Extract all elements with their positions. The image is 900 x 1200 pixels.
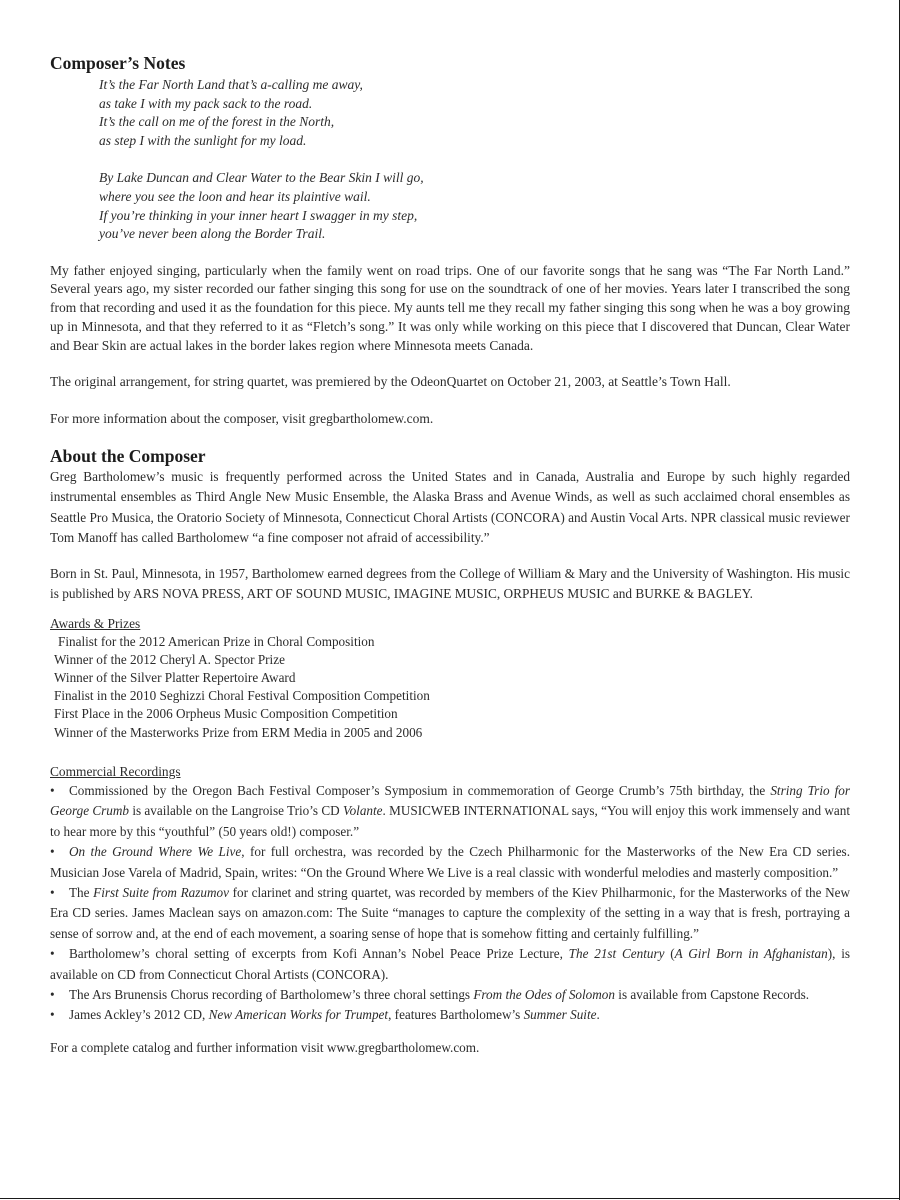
recording-item: • Commissioned by the Oregon Bach Festival Composer’s Symposium in commemoration of George Crumb’s 75th birthday, the String Trio for George Crumb is available on the Langroise Trio’s CD Volante. MUSICWEB INTERNATIONAL says, “You will enjoy this work immensely and want to hear more by this “youthful” (50 years old!) composer.”	[50, 782, 851, 839]
about-paragraph-performances: Greg Bartholomew’s music is frequently performed across the United States and in Canada, Australia and Europe by such highly regarded instrumental ensembles as Third Angle New Music Ensemble, the Alaska Brass and Avenue Winds, as well as such acclaimed choral ensembles as Seattle Pro Musica, the Oratorio Society of Minnesota, Connecticut Choral Artists (CONCORA) and Austin Vocal Arts. NPR classical music reviewer Tom Manoff has called Bartholomew “a fine composer not afraid of accessibility.”	[50, 468, 850, 546]
document-page	[50, 52, 850, 1057]
recording-item: • On the Ground Where We Live, for full orchestra, was recorded by the Czech Philharmonic for the Masterworks of the New Era CD series. Musician Jose Varela of Madrid, Spain, writes: “On the Ground Where We Live is a real classic with wonderful melodies and masterly composition.”	[50, 844, 850, 880]
page-edge-bottom	[0, 1198, 900, 1199]
award-item: Winner of the 2012 Cheryl A. Spector Prize	[54, 651, 285, 667]
verse-line: If you’re thinking in your inner heart I swagger in my step,	[99, 207, 418, 223]
bullet-icon: •	[50, 986, 55, 1002]
about-paragraph-biography: Born in St. Paul, Minnesota, in 1957, Bartholomew earned degrees from the College of William & Mary and the University of Washington. His music is published by ARS NOVA PRESS, ART OF SOUND MUSIC, IMAGINE MUSIC, ORPHEUS MUSIC and BURKE & BAGLEY.	[50, 565, 850, 602]
bullet-icon: •	[50, 844, 55, 860]
verse-line: It’s the Far North Land that’s a-calling me away,	[99, 77, 363, 92]
recording-item: • Bartholomew’s choral setting of excerpts from Kofi Annan’s Nobel Peace Prize Lecture, The 21st Century (A Girl Born in Afghanistan), is available on CD from Connecticut Choral Artists (CONCORA).	[50, 946, 850, 982]
recording-item: • The Ars Brunensis Chorus recording of Bartholomew’s three choral settings From the Odes of Solomon is available from Capstone Records.	[50, 985, 850, 1005]
verse-line: It’s the call on me of the forest in the North,	[99, 114, 335, 130]
award-item: Finalist for the 2012 American Prize in Choral Composition	[58, 633, 375, 649]
recording-item: • The First Suite from Razumov for clarinet and string quartet, was recorded by members of the Kiev Philharmonic, for the Masterworks of the New Era CD series. James Maclean says on amazon.com: The Suite “manages to capture the complexity of the setting in a way that is fresh, portraying a sense of sorrow and, at the end of each movement, a soaring sense of hope that is somehow fitting and certainly fulfilling.”	[50, 884, 850, 941]
about-composer-heading: About the Composer	[50, 445, 206, 466]
verse-block	[99, 76, 850, 244]
recording-item: • James Ackley’s 2012 CD, New American Works for Trumpet, features Bartholomew’s Summer Suite.	[50, 1005, 850, 1025]
award-item: Winner of the Silver Platter Repertoire Award	[54, 670, 296, 686]
bullet-icon: •	[50, 1007, 55, 1023]
notes-paragraph-story: My father enjoyed singing, particularly when the family went on road trips. One of our favorite songs that he sang was “The Far North Land.” Several years ago, my sister recorded our father singing this song for use on the soundtrack of one of her movies. Years later I transcribed the song from that recording and used it as the foundation for this piece. My aunts tell me they recall my father singing this song when he was a boy growing up in Minnesota, and that they referred to it as “Fletch’s song.” It was only while working on this piece that I discovered that Duncan, Clear Water and Bear Skin are actual lakes in the border lakes region where Minnesota meets Canada.	[50, 262, 850, 353]
composers-notes-heading: Composer’s Notes	[50, 53, 186, 73]
bullet-icon: •	[50, 884, 55, 900]
notes-paragraph-premiere: The original arrangement, for string quartet, was premiered by the OdeonQuartet on October 21, 2003, at Seattle’s Town Hall.	[50, 374, 731, 390]
awards-heading: Awards & Prizes	[50, 615, 141, 631]
award-item: Finalist in the 2010 Seghizzi Choral Festival Composition Competition	[54, 688, 430, 704]
verse-line: as step I with the sunlight for my load.	[99, 132, 307, 148]
verse-line: you’ve never been along the Border Trail.	[99, 226, 326, 242]
verse-line: where you see the loon and hear its plaintive wail.	[99, 188, 371, 204]
awards-list	[54, 633, 850, 742]
award-item: Winner of the Masterworks Prize from ERM Media in 2005 and 2006	[54, 724, 423, 740]
bullet-icon: •	[50, 782, 55, 798]
footer-catalog-note: For a complete catalog and further information visit www.gregbartholomew.com.	[50, 1039, 480, 1055]
verse-line: By Lake Duncan and Clear Water to the Bear Skin I will go,	[99, 170, 424, 186]
recordings-heading: Commercial Recordings	[50, 763, 181, 779]
verse-line: as take I with my pack sack to the road.	[99, 95, 313, 111]
bullet-icon: •	[50, 946, 55, 962]
notes-paragraph-more-info: For more information about the composer, visit gregbartholomew.com.	[50, 410, 434, 426]
award-item: First Place in the 2006 Orpheus Music Composition Competition	[54, 706, 398, 722]
